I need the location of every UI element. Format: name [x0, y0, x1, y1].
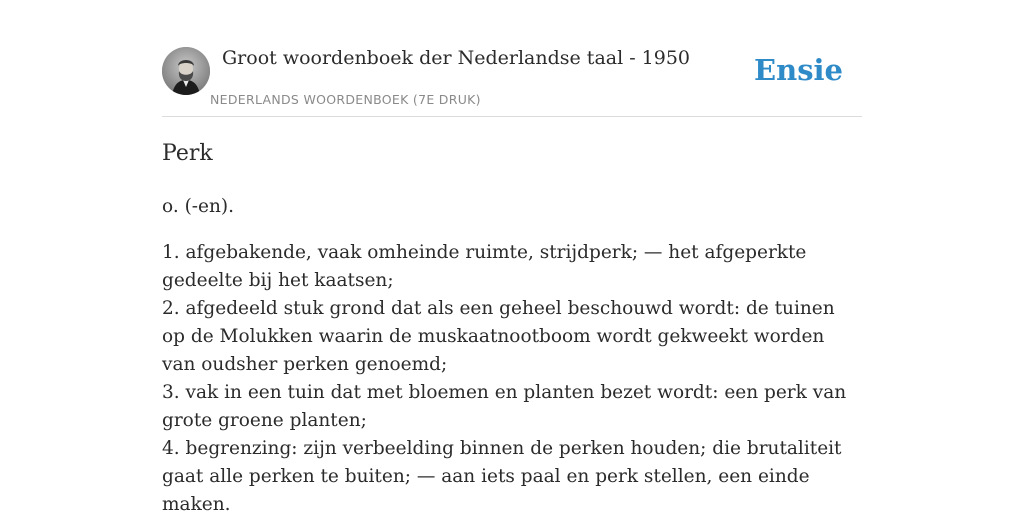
definition-2: 2. afgedeeld stuk grond dat als een geheel beschouwd wordt: de tuinen op de Molukken waarin de muskaatnootboom wordt gekweekt worden van oudsher perken genoemd; — [162, 298, 835, 375]
definition-3: 3. vak in een tuin dat met bloemen en planten bezet wordt: een perk van grote groene planten; — [162, 382, 847, 431]
definitions — [162, 239, 862, 519]
author-avatar[interactable] — [162, 47, 210, 95]
author-portrait-icon — [162, 47, 210, 95]
definition-4: 4. begrenzing: zijn verbeelding binnen de perken houden; die brutaliteit gaat alle perken te buiten; — aan iets paal en perk stellen, een einde maken. — [162, 438, 842, 515]
source-header — [162, 0, 862, 117]
definition-1: 1. afgebakende, vaak omheinde ruimte, strijdperk; — het afgeperkte gedeelte bij het kaatsen; — [162, 242, 807, 291]
entry-title: Perk — [162, 141, 213, 166]
brand-logo[interactable]: Ensie — [754, 53, 843, 87]
source-subtitle[interactable]: NEDERLANDS WOORDENBOEK (7E DRUK) — [210, 92, 481, 107]
entry-grammar: o. (-en). — [162, 196, 235, 217]
entry-card — [162, 0, 862, 515]
source-title[interactable]: Groot woordenboek der Nederlandse taal - 1950 — [222, 47, 691, 69]
